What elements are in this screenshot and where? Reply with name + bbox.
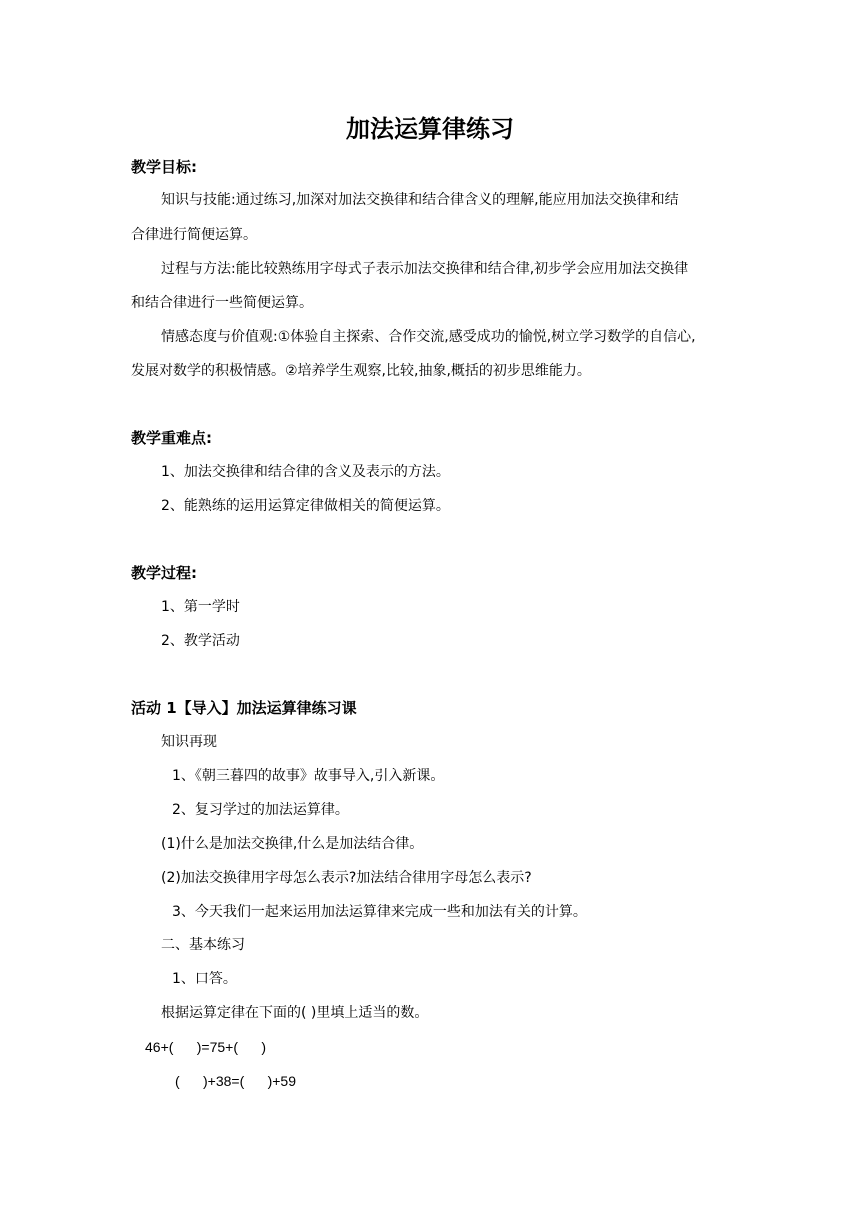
- activity-line-review-laws: 2、复习学过的加法运算律。: [172, 802, 349, 818]
- activity-heading: 活动 1【导入】加法运算律练习课: [131, 699, 357, 717]
- process-heading: 教学过程:: [131, 564, 197, 582]
- key-points-item-2: 2、能熟练的运用运算定律做相关的简便运算。: [161, 498, 450, 514]
- objectives-paragraph-2-line-1: 过程与方法:能比较熟练用字母式子表示加法交换律和结合律,初步学会应用加法交换律: [161, 261, 689, 277]
- objectives-paragraph-2-line-2: 和结合律进行一些简便运算。: [131, 295, 313, 311]
- key-points-heading: 教学重难点:: [131, 429, 212, 447]
- activity-line-fill-instruction: 根据运算定律在下面的( )里填上适当的数。: [161, 1005, 429, 1021]
- process-item-1: 1、第一学时: [161, 599, 240, 615]
- key-points-item-1: 1、加法交换律和结合律的含义及表示的方法。: [161, 464, 450, 480]
- objectives-paragraph-1-line-1: 知识与技能:通过练习,加深对加法交换律和结合律含义的理解,能应用加法交换律和结: [161, 192, 679, 208]
- objectives-paragraph-3-line-2: 发展对数学的积极情感。②培养学生观察,比较,抽象,概括的初步思维能力。: [131, 363, 591, 379]
- activity-line-today-goal: 3、今天我们一起来运用加法运算律来完成一些和加法有关的计算。: [172, 904, 587, 920]
- equation-2: ( )+38=( )+59: [175, 1073, 296, 1089]
- objectives-paragraph-1-line-2: 合律进行简便运算。: [131, 227, 257, 243]
- objectives-paragraph-3-line-1: 情感态度与价值观:①体验自主探索、合作交流,感受成功的愉悦,树立学习数学的自信心,: [161, 329, 696, 345]
- activity-line-oral-answer: 1、口答。: [172, 971, 237, 987]
- objectives-heading: 教学目标:: [131, 158, 197, 176]
- activity-line-basic-practice: 二、基本练习: [161, 937, 245, 953]
- activity-line-question-2: (2)加法交换律用字母怎么表示?加法结合律用字母怎么表示?: [161, 870, 532, 886]
- activity-line-story-intro: 1、《朝三暮四的故事》故事导入,引入新课。: [172, 768, 445, 784]
- document-title: 加法运算律练习: [346, 115, 514, 143]
- equation-1: 46+( )=75+( ): [145, 1039, 266, 1055]
- activity-line-knowledge-recall: 知识再现: [161, 734, 217, 750]
- process-item-2: 2、教学活动: [161, 633, 240, 649]
- activity-line-question-1: (1)什么是加法交换律,什么是加法结合律。: [161, 836, 424, 852]
